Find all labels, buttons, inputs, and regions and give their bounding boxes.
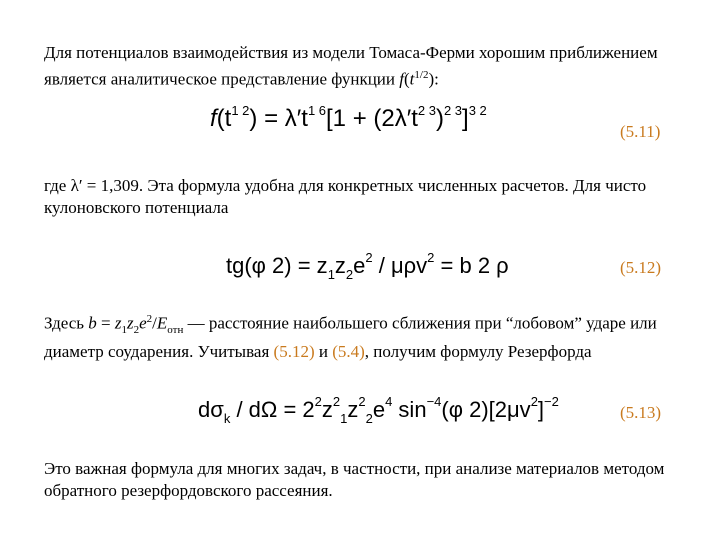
variable-e: e [139, 313, 147, 333]
formula-exponent: 2 [314, 394, 322, 409]
formula-subscript: 2 [345, 267, 354, 282]
formula-exponent: 3 2 [468, 103, 487, 118]
formula-part: f [210, 105, 217, 132]
paren-open: ( [403, 69, 410, 89]
variable-z1: z [114, 313, 122, 333]
variable-E: E [156, 313, 168, 333]
formula-exponent: 2 [332, 394, 341, 409]
formula-part: z [334, 253, 346, 278]
variable-t: t [409, 69, 415, 89]
formula-subscript: 2 [365, 411, 373, 426]
formula-part: ) = λ′t [249, 105, 308, 132]
formula-exponent: 2 [530, 394, 538, 409]
formula-exponent: 4 [385, 394, 393, 409]
formula-part: tg(φ 2) = z [226, 253, 328, 278]
formula-5-11 [210, 103, 487, 133]
equation-number-5-13: (5.13) [620, 403, 662, 422]
formula-exponent: 2 3 [417, 103, 436, 118]
paragraph-text: = [96, 313, 115, 333]
formula-part: = b 2 ρ [434, 253, 509, 278]
formula-part: ) [435, 105, 444, 132]
formula-exponent: 2 [358, 394, 366, 409]
formula-exponent: 1 6 [307, 103, 327, 118]
paragraph-coulomb [44, 175, 694, 219]
variable-z2: z [126, 313, 134, 333]
formula-exponent: 2 3 [443, 103, 463, 118]
formula-exponent: −4 [426, 394, 442, 409]
paragraph-text: и [314, 342, 333, 362]
equation-ref-5-4[interactable]: (5.4) [332, 342, 365, 362]
formula-part: / μρv [372, 253, 428, 278]
formula-exponent: 2 [365, 250, 373, 265]
subscript: отн [167, 324, 184, 337]
paren-close: ): [428, 69, 439, 89]
exponent: 2 [146, 313, 153, 325]
formula-part: dσ [198, 397, 224, 422]
exponent: 1/2 [414, 69, 429, 81]
formula-exponent: −2 [544, 394, 559, 409]
equation-number-5-11: (5.11) [620, 122, 661, 141]
equation-ref-5-12[interactable]: (5.12) [273, 342, 315, 362]
subscript: 1 [121, 324, 127, 337]
formula-part: / dΩ = 2 [230, 397, 315, 422]
paragraph-text: Это важная формула для многих задач, в частности, при анализе материалов методом обратного резерфордовского рассеяния. [44, 459, 665, 500]
formula-part: (t [216, 105, 232, 132]
formula-5-12 [226, 250, 509, 282]
formula-part: ] [462, 105, 469, 132]
paragraph-conclusion [44, 458, 694, 502]
formula-part: z [321, 397, 333, 422]
paragraph-text: , получим формулу Резерфорда [364, 342, 592, 362]
paragraph-text: / [152, 313, 157, 333]
formula-subscript: 1 [340, 411, 348, 426]
function-f: f [399, 69, 404, 89]
paragraph-text: Здесь [44, 313, 89, 333]
subscript: 2 [133, 324, 140, 337]
formula-part: e [372, 397, 386, 422]
formula-subscript: 1 [327, 267, 335, 282]
paragraph-text: — расстояние наибольшего сближения при “лобовом” ударе или диаметр соударения. Учитывая [44, 313, 657, 362]
formula-part: ] [537, 397, 545, 422]
paragraph-text: где λ′ = 1,309. Эта формула удобна для конкретных численных расчетов. Для чисто кулоновского потенциала [44, 176, 647, 217]
formula-5-13 [198, 394, 559, 426]
formula-part: [1 + (2λ′t [326, 105, 418, 132]
paragraph-intro [44, 42, 694, 91]
formula-part: sin [392, 397, 427, 422]
paragraph-definition [44, 308, 694, 363]
formula-part: (φ 2)[2μv [441, 397, 531, 422]
formula-exponent: 2 [427, 250, 435, 265]
equation-number-5-12: (5.12) [620, 258, 662, 277]
formula-part: e [353, 253, 366, 278]
variable-b: b [88, 313, 97, 333]
formula-part: z [347, 397, 359, 422]
formula-exponent: 1 2 [231, 103, 250, 118]
formula-subscript: k [223, 411, 231, 426]
paragraph-text: Для потенциалов взаимодействия из модели Томаса-Ферми хорошим приближением является аналитическое представление функции [44, 43, 658, 89]
